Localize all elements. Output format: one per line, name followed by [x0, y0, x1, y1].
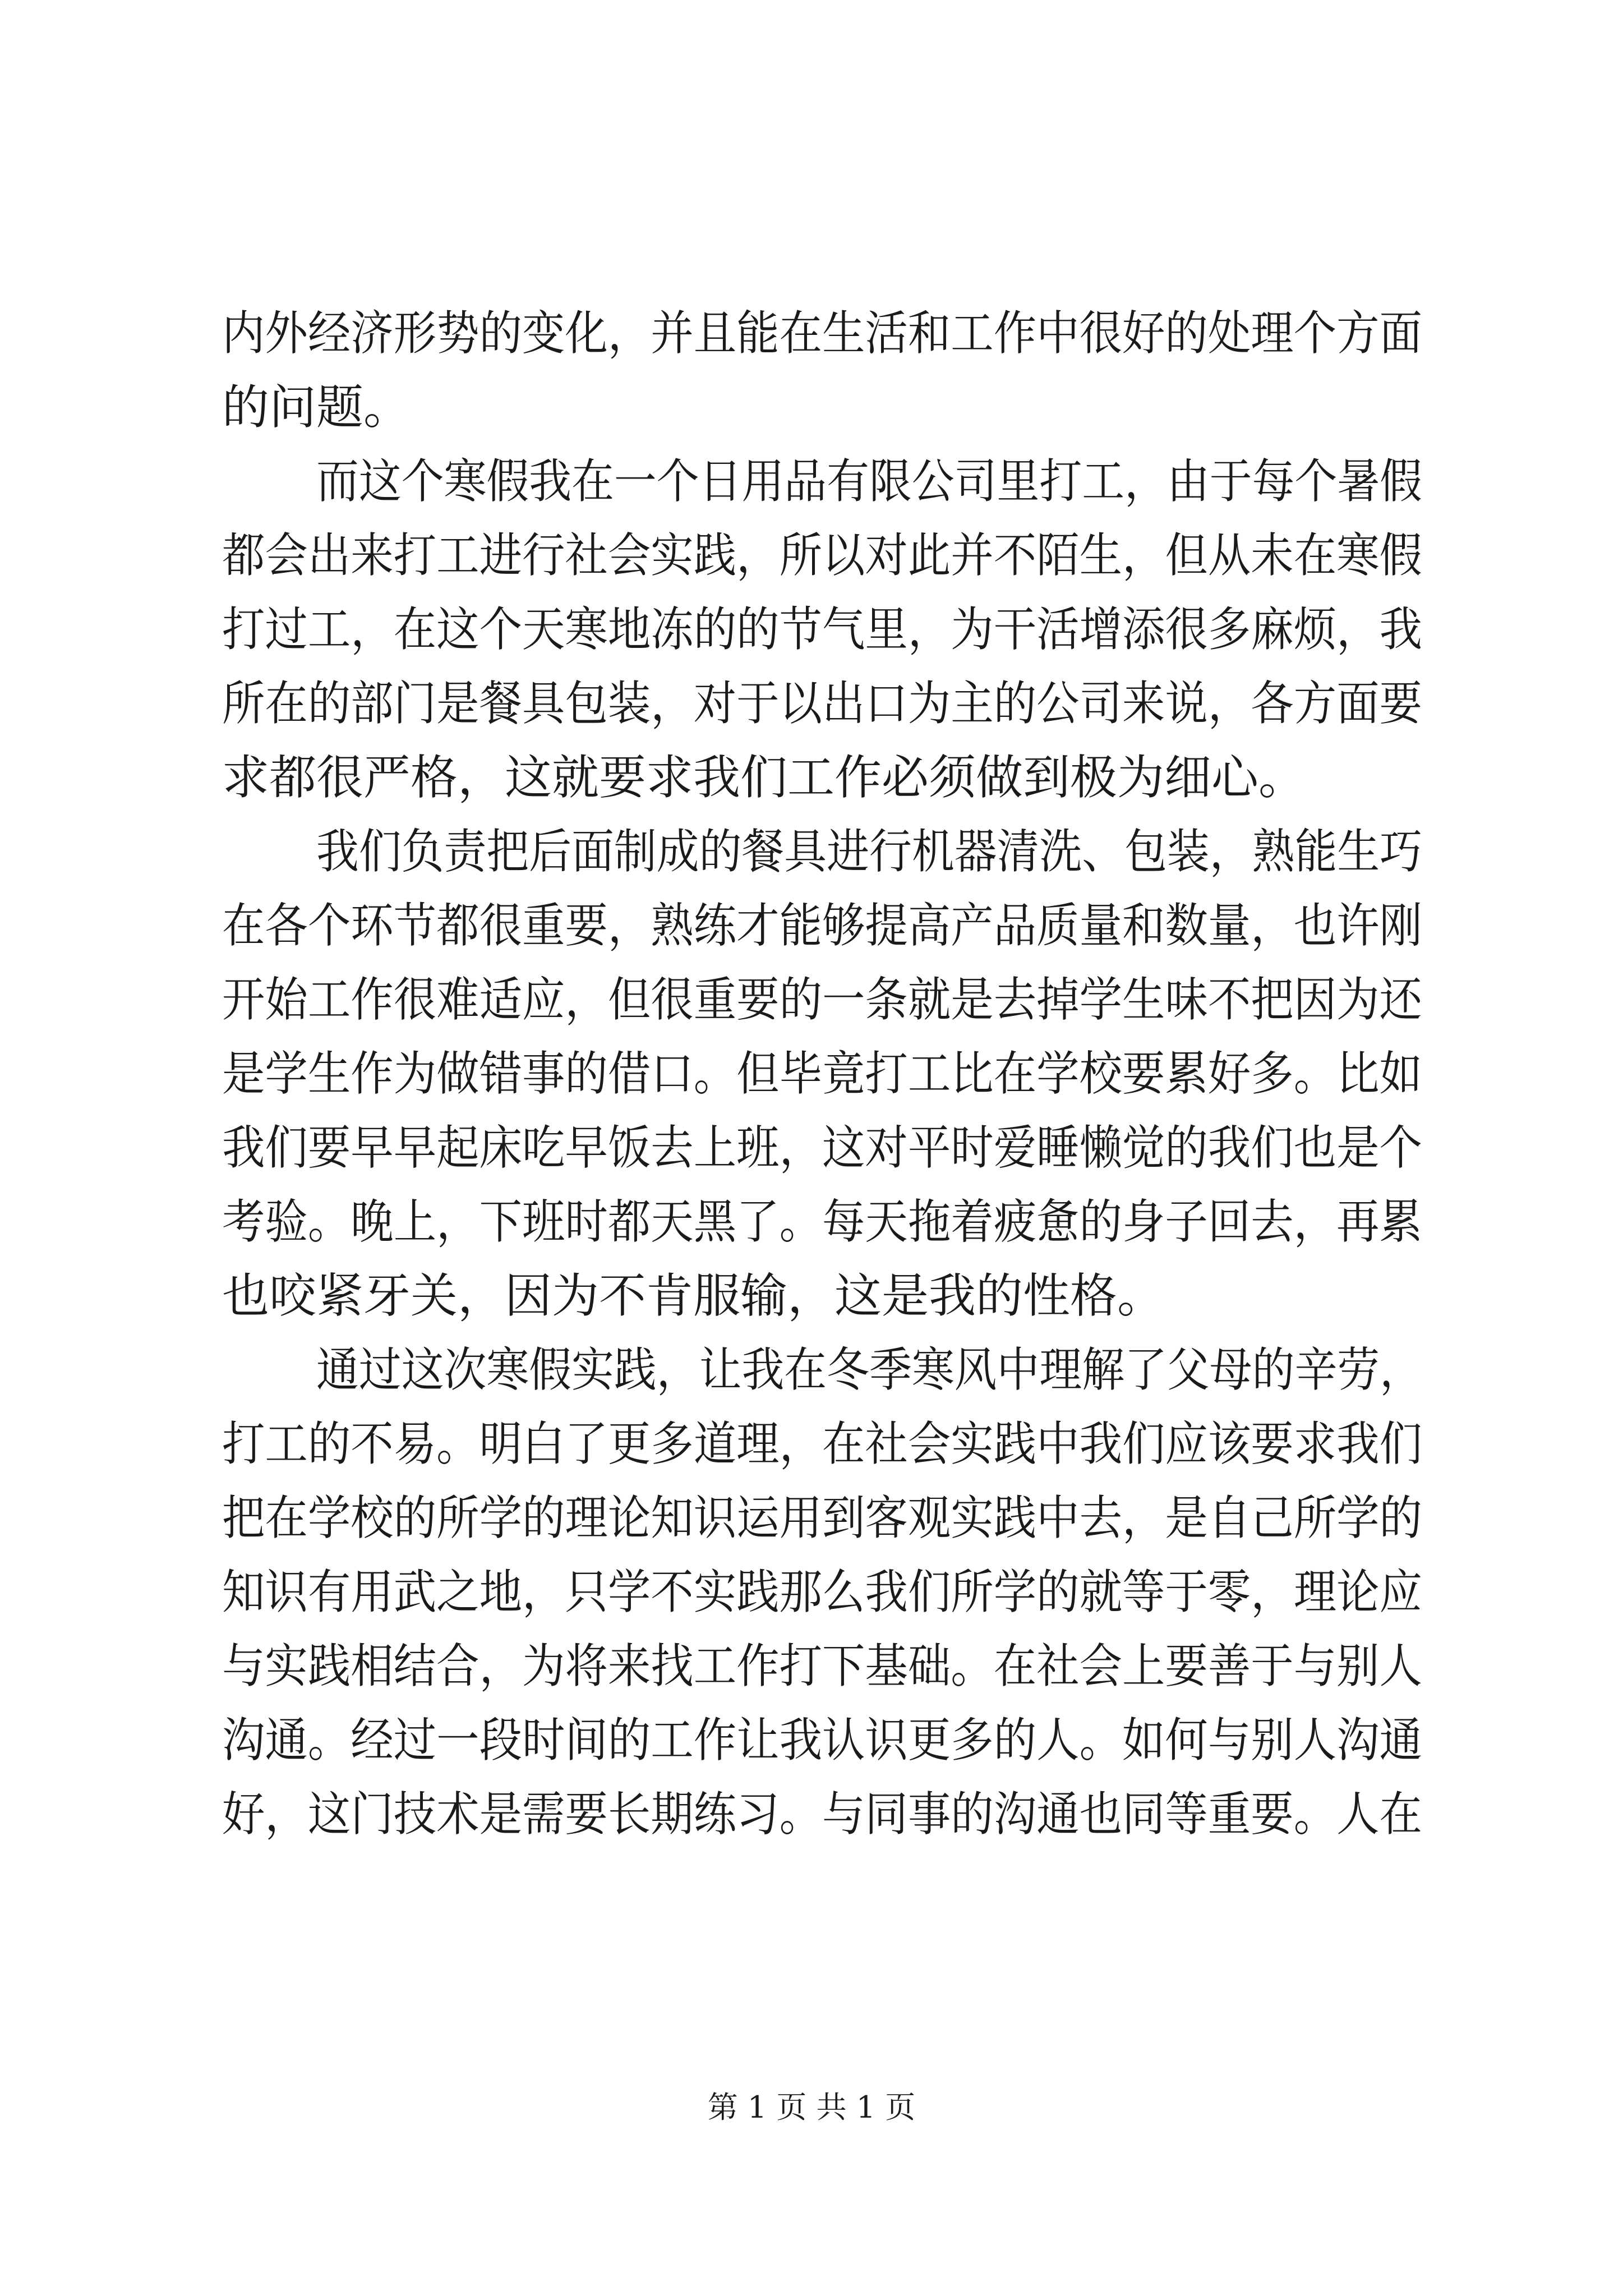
text-line: 与实践相结合，为将来找工作打下基础。在社会上要善于与别人 [222, 1639, 1422, 1694]
text-line: 我们要早早起床吃早饭去上班，这对平时爱睡懒觉的我们也是个 [222, 1120, 1422, 1175]
body-text [222, 296, 1422, 1851]
text-line: 好，这门技术是需要长期练习。与同事的沟通也同等重要。人在 [222, 1787, 1422, 1842]
text-line: 考验。晚上，下班时都天黑了。每天拖着疲惫的身子回去，再累 [222, 1194, 1422, 1249]
text-line: 打过工，在这个天寒地冻的的节气里，为干活增添很多麻烦，我 [222, 602, 1422, 657]
text-line: 所在的部门是餐具包装，对于以出口为主的公司来说，各方面要 [222, 676, 1422, 731]
text-line: 我们负责把后面制成的餐具进行机器清洗、包装，熟能生巧 [316, 824, 1422, 879]
text-line: 而这个寒假我在一个日用品有限公司里打工，由于每个暑假 [316, 454, 1422, 509]
text-line: 沟通。经过一段时间的工作让我认识更多的人。如何与别人沟通 [222, 1713, 1422, 1768]
text-line: 求都很严格，这就要求我们工作必须做到极为细心。 [222, 750, 1306, 805]
text-line: 通过这次寒假实践，让我在冬季寒风中理解了父母的辛劳， [316, 1342, 1422, 1397]
text-line: 开始工作很难适应，但很重要的一条就是去掉学生味不把因为还 [222, 972, 1422, 1027]
text-line: 在各个环节都很重要，熟练才能够提高产品质量和数量，也许刚 [222, 898, 1422, 953]
text-line: 是学生作为做错事的借口。但毕竟打工比在学校要累好多。比如 [222, 1046, 1422, 1101]
text-line: 都会出来打工进行社会实践，所以对此并不陌生，但从未在寒假 [222, 528, 1422, 583]
text-line: 的问题。 [222, 380, 411, 435]
text-line: 也咬紧牙关，因为不肯服输，这是我的性格。 [222, 1268, 1165, 1323]
text-line: 内外经济形势的变化，并且能在生活和工作中很好的处理个方面 [222, 306, 1422, 361]
text-line: 把在学校的所学的理论知识运用到客观实践中去，是自己所学的 [222, 1490, 1422, 1545]
page-footer [0, 2082, 1623, 2133]
page-number: 第 1 页 共 1 页 [707, 2090, 916, 2125]
text-line: 打工的不易。明白了更多道理，在社会实践中我们应该要求我们 [222, 1416, 1422, 1471]
text-line: 知识有用武之地，只学不实践那么我们所学的就等于零，理论应 [222, 1565, 1422, 1619]
